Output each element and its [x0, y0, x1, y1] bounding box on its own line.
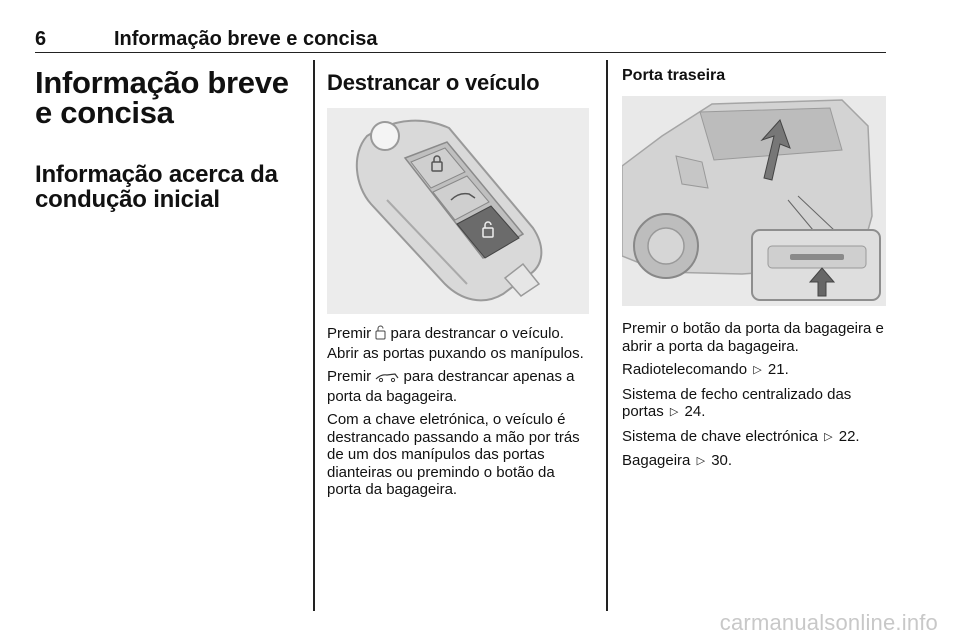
unlock-heading: Destrancar o veículo: [327, 70, 540, 95]
column-divider: [313, 60, 315, 611]
key-fob-drawing: [327, 108, 589, 314]
reference-electronic-key: Sistema de chave electrónica ▷ 22.: [622, 427, 860, 445]
tailgate-instruction: Premir para destrancar apenas a porta da bagageira.: [327, 368, 575, 405]
reference-luggage: Bagageira ▷ 30.: [622, 452, 733, 469]
section-title: Informação acerca da condução inicial: [35, 161, 278, 213]
keyless-instruction: Com a chave eletrónica, o veículo é destrancado passando a mão por trás de um dos manípulos das portas dianteiras ou premindo o botão da porta da bagageira.: [327, 411, 580, 498]
tailgate-illustration: [622, 96, 886, 306]
page-number: 6: [35, 28, 47, 50]
running-title: Informação breve e concisa: [114, 28, 378, 50]
page-reference-arrow-icon: ▷: [669, 406, 679, 418]
car-tailgate-icon: [375, 370, 399, 388]
page-reference-arrow-icon: ▷: [753, 364, 762, 376]
tailgate-drawing: [622, 96, 886, 306]
page-reference-arrow-icon: ▷: [696, 455, 706, 467]
tailgate-heading: Porta traseira: [622, 67, 726, 84]
key-fob-illustration: [327, 108, 589, 314]
column-right: [622, 60, 886, 471]
reference-remote: Radiotelecomando ▷ 21.: [622, 361, 789, 378]
tailgate-button-instruction: Premir o botão da porta da bagageira e abrir a porta da bagageira.: [622, 320, 884, 355]
page-header: [35, 26, 886, 53]
watermark: carmanualsonline.info: [719, 610, 938, 635]
column-middle: [327, 60, 589, 499]
unlock-instruction: Premir para destrancar o veículo. Abrir as portas puxando os manípulos.: [327, 325, 584, 362]
reference-central-locking: Sistema de fecho centralizado das portas ▷ 24.: [622, 385, 852, 420]
chapter-title: Informação breve e concisa: [35, 65, 289, 130]
padlock-open-icon: [375, 325, 386, 345]
page-reference-arrow-icon: ▷: [824, 430, 833, 443]
column-divider: [606, 60, 608, 611]
column-left: [35, 60, 297, 212]
